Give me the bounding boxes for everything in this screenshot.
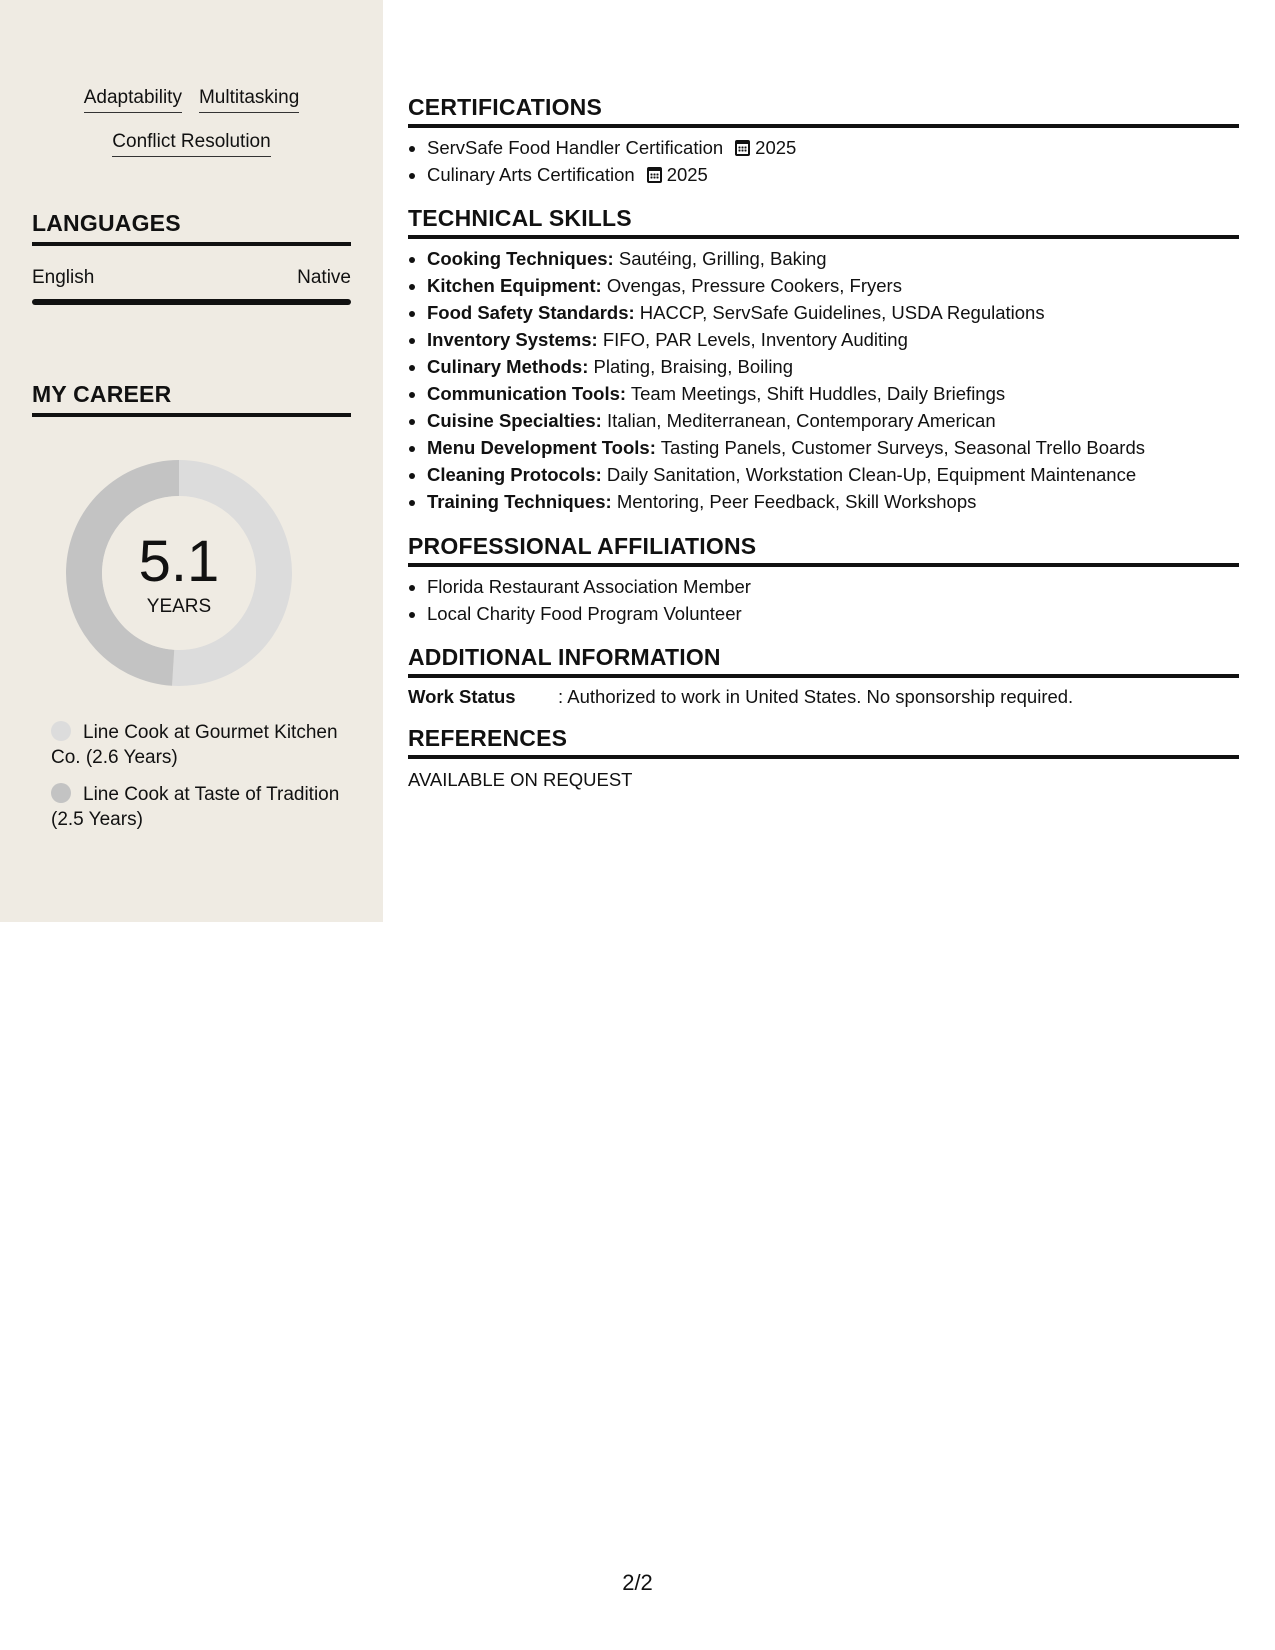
skill-label: Cooking Techniques:	[427, 248, 614, 269]
language-name: English	[32, 267, 95, 288]
skill-tag: Multitasking	[199, 86, 299, 113]
additional-information-section	[408, 644, 1239, 708]
soft-skills	[0, 86, 383, 174]
certification-year: 2025	[755, 137, 797, 158]
skill-label: Cleaning Protocols:	[427, 464, 602, 485]
calendar-icon	[735, 140, 750, 156]
sidebar	[0, 0, 383, 922]
certification-name: Culinary Arts Certification	[427, 164, 635, 185]
list-item	[427, 161, 1239, 188]
certifications-section	[408, 94, 1239, 188]
list-item	[427, 353, 1239, 380]
skill-label: Kitchen Equipment:	[427, 275, 602, 296]
additional-information-heading: ADDITIONAL INFORMATION	[408, 644, 1239, 678]
work-status-row	[408, 686, 1239, 708]
career-total-value: 5.1	[138, 529, 220, 594]
list-item	[427, 134, 1239, 161]
languages-heading: LANGUAGES	[32, 210, 351, 246]
list-item	[427, 488, 1239, 515]
skill-value: FIFO, PAR Levels, Inventory Auditing	[602, 329, 908, 350]
career-legend-label: Line Cook at Gourmet Kitchen Co. (2.6 Years)	[51, 722, 338, 768]
skill-label: Food Safety Standards:	[427, 302, 635, 323]
skill-value: Ovengas, Pressure Cookers, Fryers	[606, 275, 902, 296]
skill-tag: Conflict Resolution	[112, 130, 270, 157]
skill-tag: Adaptability	[84, 86, 182, 113]
list-item	[427, 326, 1239, 353]
skill-value: Italian, Mediterranean, Contemporary American	[606, 410, 996, 431]
list-item	[427, 299, 1239, 326]
references-section	[408, 725, 1239, 791]
skill-value: Tasting Panels, Customer Surveys, Seasonal Trello Boards	[660, 437, 1146, 458]
technical-skills-list	[408, 245, 1239, 515]
list-item	[427, 380, 1239, 407]
references-text: AVAILABLE ON REQUEST	[408, 769, 633, 790]
language-row	[32, 267, 351, 289]
list-item	[427, 245, 1239, 272]
skill-value: Plating, Braising, Boiling	[593, 356, 794, 377]
career-heading: MY CAREER	[32, 381, 351, 417]
work-status-value: : Authorized to work in United States. No sponsorship required.	[558, 686, 1074, 707]
career-donut-chart	[66, 460, 292, 686]
skill-value: Sautéing, Grilling, Baking	[618, 248, 827, 269]
career-legend-item	[51, 720, 351, 770]
list-item	[427, 272, 1239, 299]
technical-skills-heading: TECHNICAL SKILLS	[408, 205, 1239, 239]
list-item	[427, 461, 1239, 488]
certifications-list	[408, 134, 1239, 188]
skill-label: Communication Tools:	[427, 383, 627, 404]
skill-value: HACCP, ServSafe Guidelines, USDA Regulations	[639, 302, 1045, 323]
certification-name: ServSafe Food Handler Certification	[427, 137, 724, 158]
affiliations-heading: PROFESSIONAL AFFILIATIONS	[408, 533, 1239, 567]
soft-skills-row	[0, 86, 383, 113]
certification-year: 2025	[666, 164, 708, 185]
skill-label: Training Techniques:	[427, 491, 612, 512]
list-item	[427, 407, 1239, 434]
career-legend-item	[51, 782, 351, 832]
language-proficiency-bar	[32, 299, 351, 305]
skill-label: Inventory Systems:	[427, 329, 598, 350]
affiliations-list	[408, 573, 1239, 627]
legend-dot-icon	[51, 783, 71, 803]
page-number: 2/2	[622, 1570, 653, 1595]
technical-skills-section	[408, 205, 1239, 515]
career-legend-label: Line Cook at Taste of Tradition (2.5 Years)	[51, 784, 340, 830]
skill-label: Menu Development Tools:	[427, 437, 656, 458]
legend-dot-icon	[51, 721, 71, 741]
career-total-unit: YEARS	[146, 596, 212, 617]
list-item: • Florida Restaurant Association Member	[427, 573, 1239, 600]
skill-label: Culinary Methods:	[427, 356, 589, 377]
skill-value: Team Meetings, Shift Huddles, Daily Briefings	[630, 383, 1006, 404]
skill-value: Mentoring, Peer Feedback, Skill Workshops	[616, 491, 977, 512]
list-item	[427, 434, 1239, 461]
references-heading: REFERENCES	[408, 725, 1239, 759]
work-status-label: Work Status	[408, 686, 516, 707]
language-level: Native	[297, 267, 351, 288]
calendar-icon	[647, 167, 662, 183]
affiliations-section	[408, 533, 1239, 627]
soft-skills-row	[0, 130, 383, 157]
skill-value: Daily Sanitation, Workstation Clean-Up, Equipment Maintenance	[606, 464, 1137, 485]
career-legend	[51, 720, 351, 844]
skill-label: Cuisine Specialties:	[427, 410, 602, 431]
list-item: • Local Charity Food Program Volunteer	[427, 600, 1239, 627]
certifications-heading: CERTIFICATIONS	[408, 94, 1239, 128]
